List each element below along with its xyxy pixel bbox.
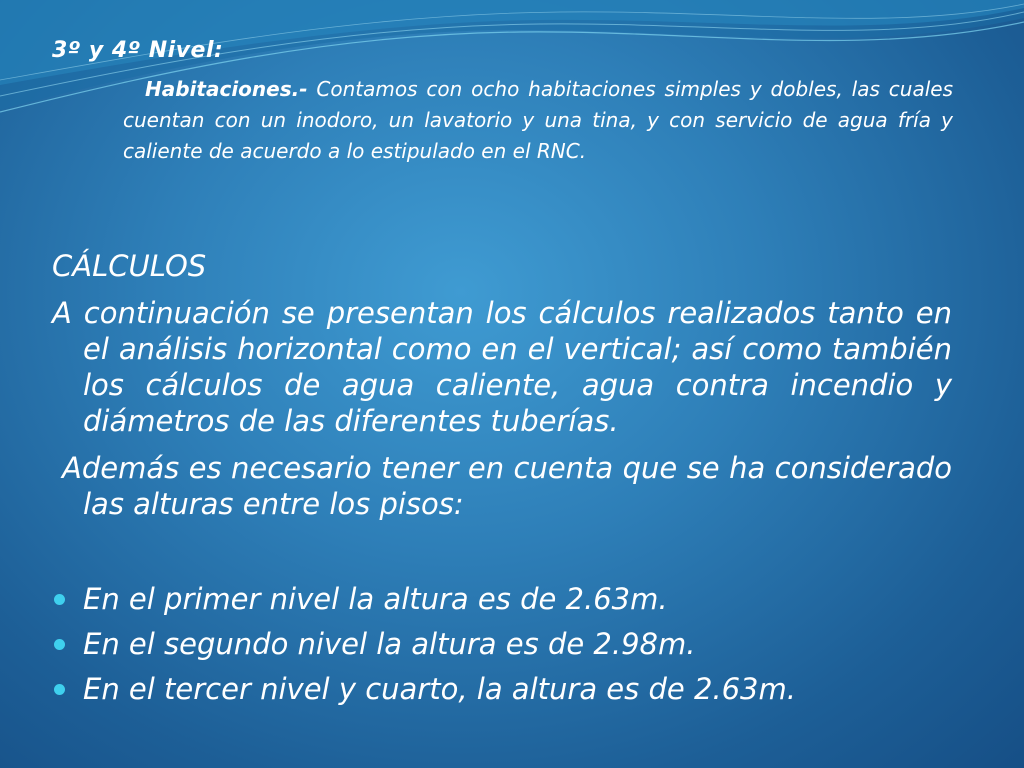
list-item-text: En el tercer nivel y cuarto, la altura es de 2.63m. (83, 672, 796, 706)
habitaciones-lead: Habitaciones.- (145, 77, 308, 101)
alturas-paragraph: Además es necesario tener en cuenta que se ha considerado las alturas entre los pisos: (62, 451, 952, 521)
list-item-text: En el primer nivel la altura es de 2.63m. (83, 582, 668, 616)
calculos-title: CÁLCULOS (52, 249, 207, 283)
list-item (52, 577, 952, 622)
list-item (52, 667, 952, 712)
habitaciones-text: Contamos con ocho habitaciones simples y dobles, las cuales cuentan con un inodoro, un lavatorio y una tina, y con servicio de agua fría y caliente de acuerdo a lo estipulado en el RNC. (123, 77, 953, 163)
bullet-dot-icon (54, 639, 65, 650)
nivel-heading: 3º y 4º Nivel: (52, 38, 224, 63)
bullet-dot-icon (54, 594, 65, 605)
habitaciones-paragraph (123, 74, 953, 167)
list-item-text: En el segundo nivel la altura es de 2.98m. (83, 627, 696, 661)
bullet-dot-icon (54, 684, 65, 695)
calculos-paragraph: A continuación se presentan los cálculos realizados tanto en el análisis horizontal como en el vertical; así como también los cálculos de agua caliente, agua contra incendio y diámetros de las diferentes tuberías. (52, 296, 952, 438)
alturas-list (52, 577, 952, 712)
list-item (52, 622, 952, 667)
